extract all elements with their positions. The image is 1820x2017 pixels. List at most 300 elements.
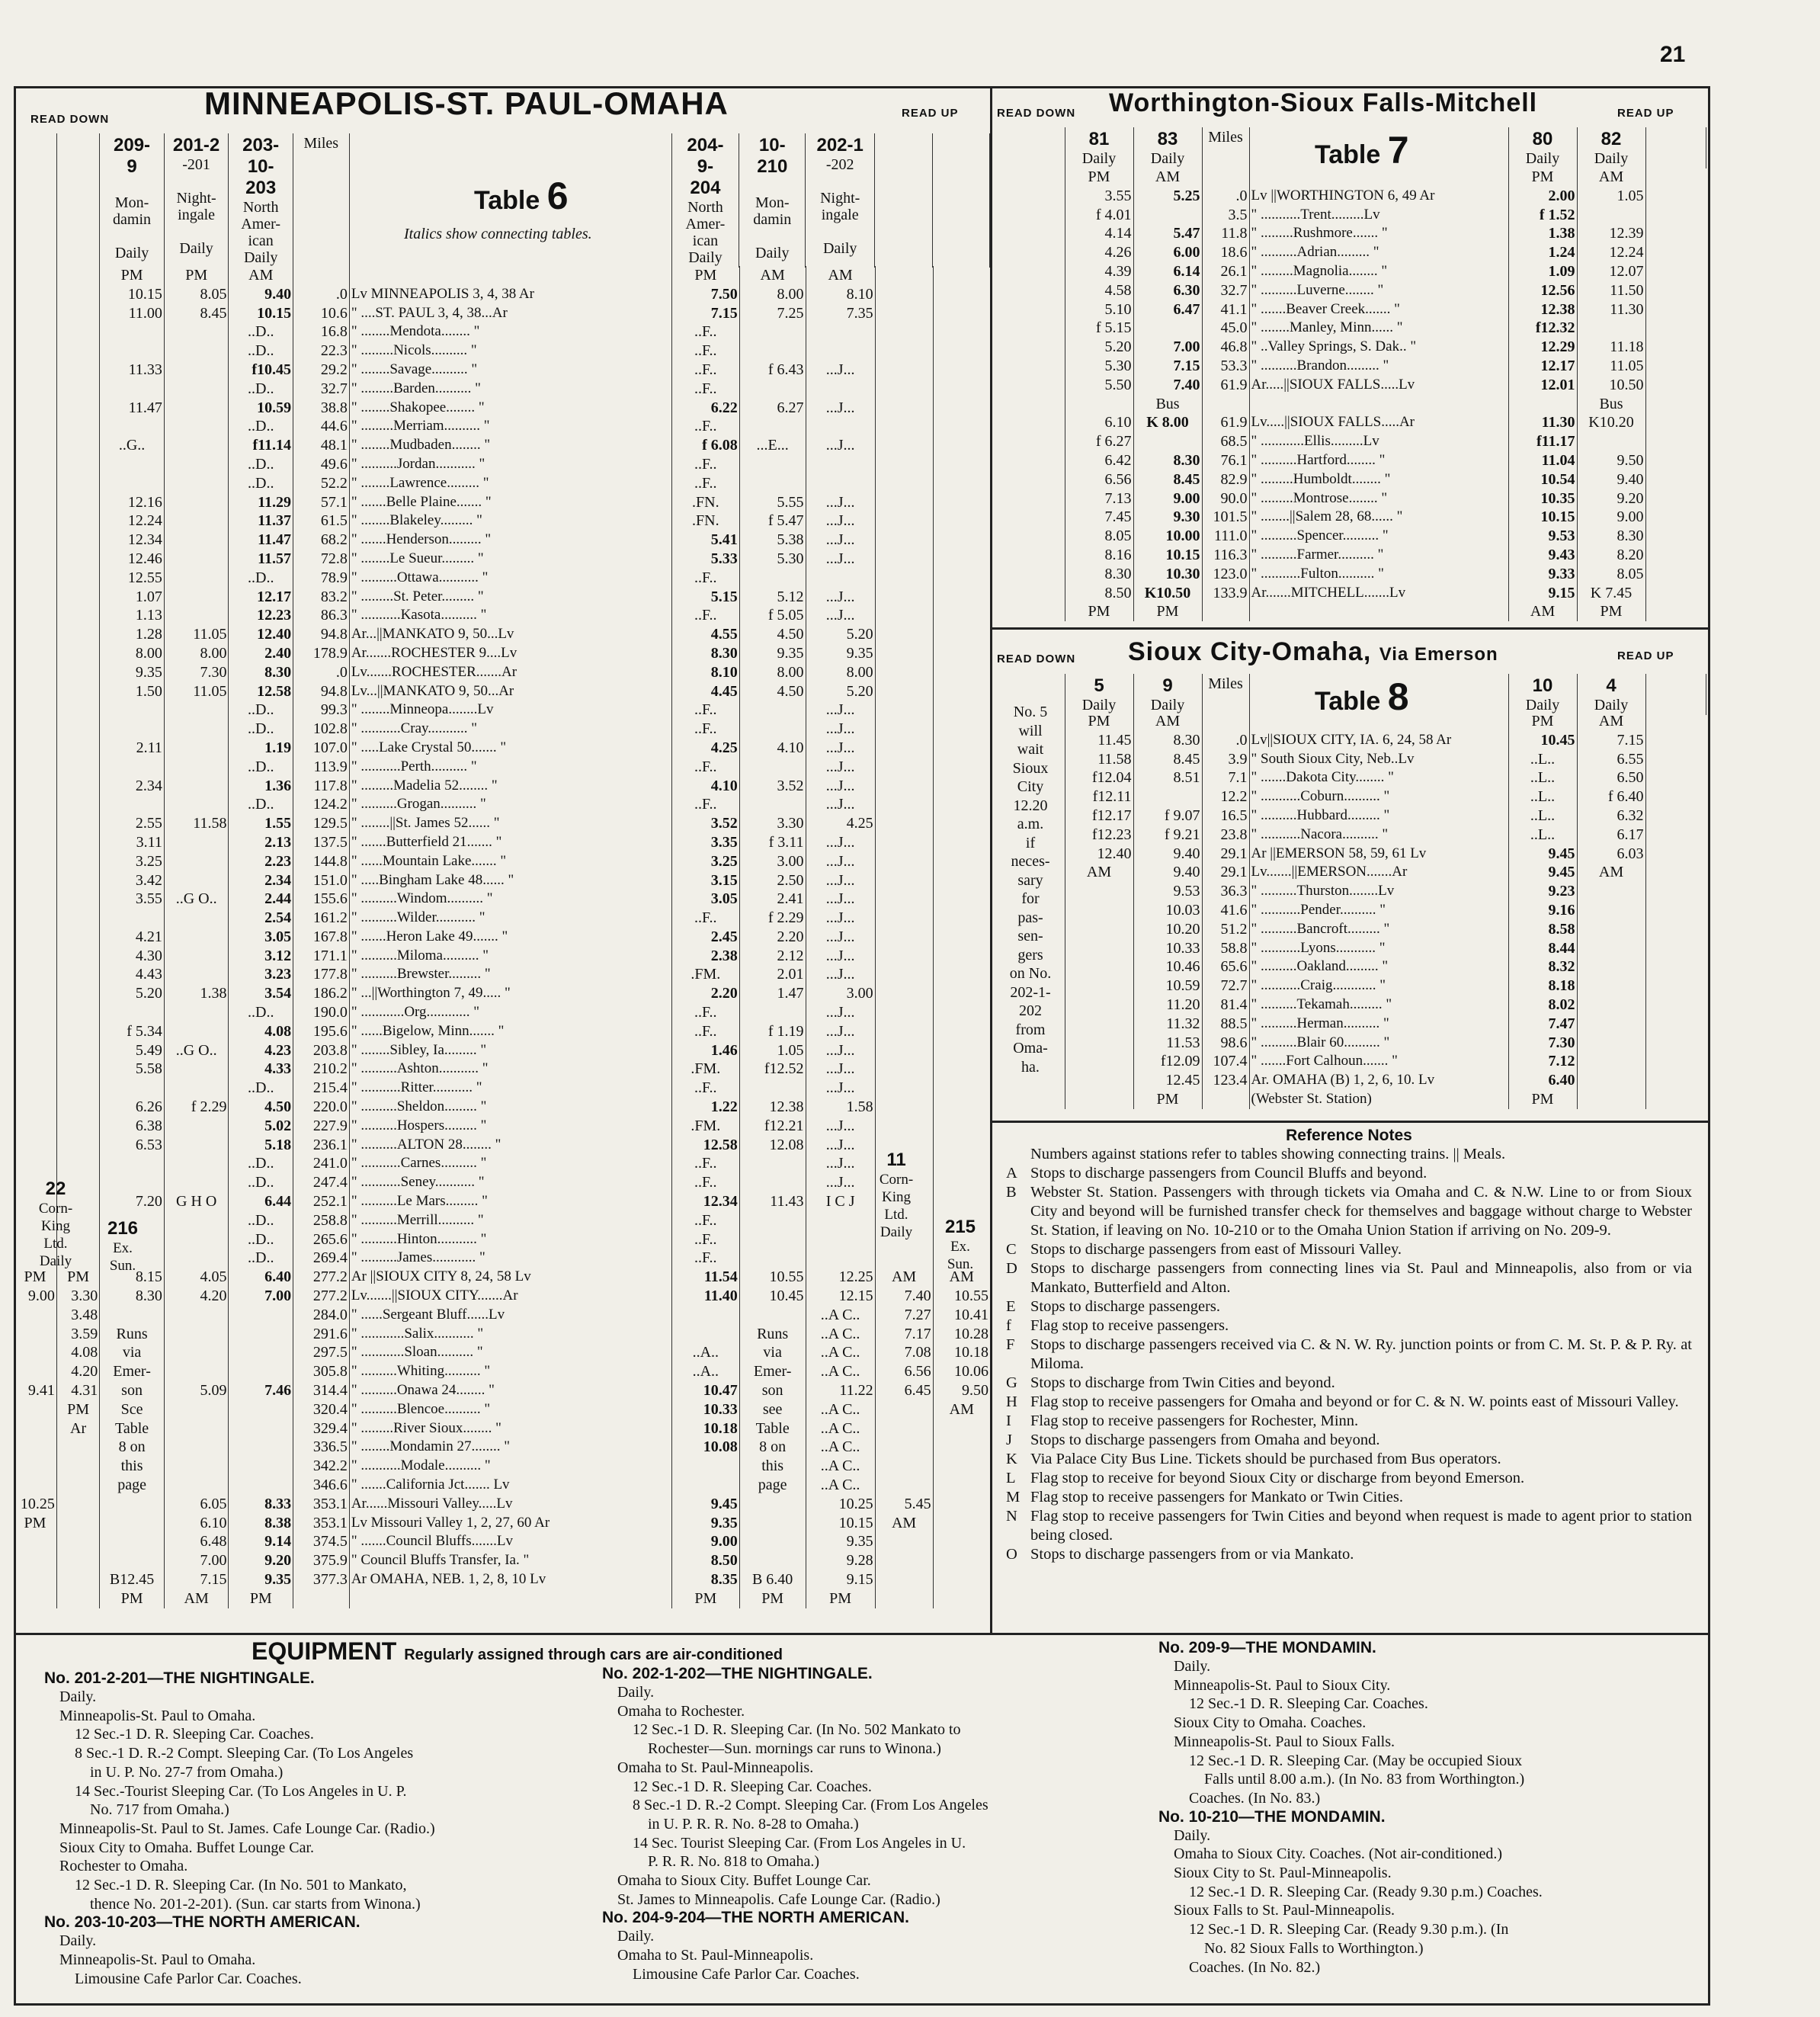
time-cell: ...J... — [806, 871, 875, 890]
time-cell: 10.15 — [100, 285, 165, 304]
time-cell — [671, 1306, 739, 1325]
time-cell: f 2.29 — [164, 1098, 229, 1117]
time-cell — [1577, 976, 1645, 996]
time-cell — [56, 1476, 99, 1495]
time-cell: 8.30 — [1133, 731, 1202, 750]
time-cell — [56, 739, 99, 758]
time-cell: 72.8 — [293, 550, 350, 569]
time-cell: ..F.. — [671, 361, 739, 380]
time-cell: 6.56 — [875, 1362, 933, 1381]
time-cell — [933, 1438, 990, 1457]
t6-header-cell: Miles — [293, 133, 349, 268]
table-row — [14, 814, 990, 833]
time-cell: 68.2 — [293, 531, 350, 550]
time-cell: 8 on — [739, 1438, 806, 1457]
time-cell — [875, 1117, 933, 1136]
reference-list — [1006, 1164, 1692, 1564]
time-cell: 11.00 — [100, 304, 165, 323]
time-cell: 7.47 — [1508, 1015, 1577, 1034]
time-cell — [933, 1022, 990, 1041]
time-cell: 8.16 — [1065, 546, 1133, 565]
time-cell: 10.03 — [1133, 901, 1202, 920]
time-cell — [56, 663, 99, 682]
time-cell — [14, 606, 56, 625]
time-cell — [56, 947, 99, 966]
time-cell — [56, 436, 99, 455]
time-cell — [164, 1343, 229, 1362]
time-cell — [739, 795, 806, 814]
time-cell — [875, 266, 933, 285]
time-cell: 3.00 — [739, 852, 806, 871]
time-cell: .FN. — [671, 493, 739, 512]
table-row — [992, 395, 1706, 414]
table-row — [992, 546, 1706, 565]
t215-label — [933, 1217, 988, 1273]
station-cell: Ar......Missouri Valley.....Lv — [349, 1495, 671, 1514]
time-cell: PM — [1508, 712, 1577, 731]
station-cell: " .......California Jct....... Lv — [349, 1476, 671, 1495]
time-cell: page — [739, 1476, 806, 1495]
time-cell: ..D.. — [229, 342, 293, 361]
time-cell: B 6.40 — [739, 1570, 806, 1589]
station-cell: " ...........Seney........... " — [349, 1173, 671, 1192]
time-cell: ..F.. — [671, 795, 739, 814]
time-cell — [14, 322, 56, 342]
time-cell: ...J... — [806, 588, 875, 607]
table-row — [992, 806, 1706, 826]
time-cell — [992, 584, 1065, 603]
reference-key: D — [1006, 1260, 1017, 1277]
table-row — [14, 871, 990, 890]
equipment-line: Omaha to St. Paul-Minneapolis. — [617, 1947, 814, 1964]
equipment-col-2 — [602, 1665, 1158, 1984]
time-cell — [14, 1022, 56, 1041]
time-cell — [56, 890, 99, 909]
time-cell: 6.48 — [164, 1532, 229, 1551]
time-cell — [933, 1117, 990, 1136]
time-cell: 4.14 — [1065, 224, 1133, 243]
equipment-line: in U. P. R. R. No. 8-28 to Omaha.) — [648, 1815, 859, 1833]
time-cell: 2.34 — [100, 777, 165, 796]
time-cell — [56, 1514, 99, 1533]
station-cell: " ........Minneopa........Lv — [349, 701, 671, 720]
time-cell: f 6.27 — [1065, 432, 1133, 451]
equipment-train-title: No. 10-210—THE MONDAMIN. — [1158, 1807, 1386, 1826]
time-cell: PM — [1133, 1090, 1202, 1109]
station-cell: " .........Magnolia........ " — [1249, 262, 1508, 281]
table-row — [992, 1090, 1706, 1109]
time-cell — [1065, 1015, 1133, 1034]
table-row — [14, 531, 990, 550]
time-cell: f12.04 — [1065, 768, 1133, 787]
equipment-line: P. R. R. No. 818 to Omaha.) — [648, 1853, 819, 1871]
time-cell — [1577, 432, 1645, 451]
time-cell: 57.1 — [293, 493, 350, 512]
time-cell — [56, 871, 99, 890]
time-cell — [739, 1551, 806, 1570]
time-cell: ..D.. — [229, 1079, 293, 1098]
time-cell: 1.28 — [100, 625, 165, 644]
time-cell — [1645, 976, 1706, 996]
time-cell: 1.05 — [1577, 187, 1645, 206]
time-cell: 375.9 — [293, 1551, 350, 1570]
time-cell: .FM. — [671, 965, 739, 984]
time-cell: 18.6 — [1202, 243, 1249, 262]
time-cell: 329.4 — [293, 1419, 350, 1438]
time-cell: ..F.. — [671, 342, 739, 361]
station-cell: " ...........Lyons........... " — [1249, 939, 1508, 958]
reference-key: C — [1006, 1241, 1017, 1258]
t6-title: MINNEAPOLIS-ST. PAUL-OMAHA — [204, 85, 729, 121]
time-cell — [992, 187, 1065, 206]
station-cell: Lv ||WORTHINGTON 6, 49 Ar — [1249, 187, 1508, 206]
time-cell: Runs — [100, 1325, 165, 1344]
t6-header-cell: 10- 210 Mon- damin Daily — [739, 133, 806, 268]
time-cell — [164, 1457, 229, 1476]
time-cell — [933, 890, 990, 909]
time-cell: 4.50 — [739, 625, 806, 644]
time-cell — [14, 417, 56, 436]
time-cell: PM — [1065, 712, 1133, 731]
equipment-line: 14 Sec. Tourist Sleeping Car. (From Los Angeles in U. — [633, 1834, 966, 1852]
time-cell: this — [739, 1457, 806, 1476]
time-cell: 12.24 — [1577, 243, 1645, 262]
equipment-line: Coaches. (In No. 83.) — [1189, 1789, 1321, 1807]
time-cell: 6.42 — [1065, 451, 1133, 470]
time-cell: 11.54 — [671, 1268, 739, 1287]
time-cell: 12.56 — [1508, 281, 1577, 300]
reference-note — [1006, 1412, 1692, 1431]
reference-text: Stops to discharge from Twin Cities and beyond. — [1030, 1374, 1335, 1391]
t7-header-cell — [992, 127, 1065, 168]
time-cell — [100, 720, 165, 739]
time-cell: ...J... — [806, 965, 875, 984]
equipment-line: Falls until 8.00 a.m.). (In No. 83 from Worthington.) — [1204, 1771, 1525, 1788]
time-cell — [14, 1136, 56, 1155]
time-cell — [806, 417, 875, 436]
time-cell: 9.40 — [229, 285, 293, 304]
time-cell: Table — [739, 1419, 806, 1438]
time-cell: 167.8 — [293, 928, 350, 947]
time-cell — [164, 1306, 229, 1325]
table-row — [992, 508, 1706, 527]
time-cell — [56, 1003, 99, 1022]
time-cell — [875, 550, 933, 569]
station-cell: " ...........Craig............ " — [1249, 976, 1508, 996]
time-cell: ..F.. — [671, 720, 739, 739]
time-cell — [14, 550, 56, 569]
equipment-line: Sioux City to Omaha. Coaches. — [1174, 1714, 1367, 1732]
time-cell — [14, 1589, 56, 1608]
time-cell — [1645, 920, 1706, 939]
time-cell: 4.45 — [671, 682, 739, 701]
time-cell: 265.6 — [293, 1230, 350, 1249]
time-cell: 11.8 — [1202, 224, 1249, 243]
time-cell — [14, 342, 56, 361]
time-cell — [933, 304, 990, 323]
time-cell: ...J... — [806, 758, 875, 777]
time-cell — [164, 1325, 229, 1344]
time-cell — [875, 984, 933, 1003]
time-cell — [933, 399, 990, 418]
time-cell — [1577, 1015, 1645, 1034]
time-cell: 1.47 — [739, 984, 806, 1003]
reference-key: G — [1006, 1374, 1017, 1391]
time-cell — [739, 1230, 806, 1249]
reference-key: B — [1006, 1184, 1017, 1201]
t7-header-cell: 83 Daily — [1133, 127, 1202, 168]
equipment-line: 12 Sec.-1 D. R. Sleeping Car. Coaches. — [75, 1726, 314, 1743]
table-row — [992, 224, 1706, 243]
time-cell: 5.02 — [229, 1117, 293, 1136]
station-cell: " ...........Kasota.......... " — [349, 606, 671, 625]
time-cell — [739, 758, 806, 777]
time-cell: f 5.47 — [739, 511, 806, 531]
time-cell: AM — [229, 266, 293, 285]
time-cell: f12.21 — [739, 1117, 806, 1136]
station-cell: " ..........Grogan.......... " — [349, 795, 671, 814]
time-cell: f 6.40 — [1577, 787, 1645, 806]
time-cell: 9.00 — [14, 1287, 56, 1306]
time-cell — [56, 1457, 99, 1476]
time-cell — [1065, 1090, 1133, 1109]
time-cell: 12.01 — [1508, 376, 1577, 395]
time-cell: 1.19 — [229, 739, 293, 758]
time-cell — [164, 550, 229, 569]
time-cell — [875, 1400, 933, 1419]
time-cell — [1645, 901, 1706, 920]
time-cell: 12.46 — [100, 550, 165, 569]
equipment-col-3 — [1158, 1639, 1707, 1977]
time-cell: 3.12 — [229, 947, 293, 966]
reference-text: Stops to discharge passengers from Council Bluffs and beyond. — [1030, 1165, 1427, 1182]
time-cell — [933, 1098, 990, 1117]
time-cell: 2.11 — [100, 739, 165, 758]
time-cell: AM — [1133, 168, 1202, 187]
time-cell: 4.23 — [229, 1041, 293, 1060]
time-cell: AM — [875, 1268, 933, 1287]
time-cell — [14, 1098, 56, 1117]
time-cell — [56, 588, 99, 607]
time-cell: f11.14 — [229, 436, 293, 455]
time-cell: ...J... — [806, 1136, 875, 1155]
t8-title — [1128, 637, 1498, 667]
time-cell: 10.25 — [806, 1495, 875, 1514]
time-cell: 4.08 — [229, 1022, 293, 1041]
time-cell — [14, 285, 56, 304]
time-cell: 1.38 — [164, 984, 229, 1003]
time-cell — [14, 399, 56, 418]
time-cell — [100, 380, 165, 399]
time-cell: 8.45 — [1133, 750, 1202, 769]
time-cell: 129.5 — [293, 814, 350, 833]
time-cell — [1645, 712, 1706, 731]
time-cell: 5.12 — [739, 588, 806, 607]
time-cell: 9.35 — [806, 1532, 875, 1551]
time-cell — [1065, 939, 1133, 958]
time-cell: PM — [671, 266, 739, 285]
time-cell: 65.6 — [1202, 957, 1249, 976]
time-cell — [739, 1514, 806, 1533]
reference-text: Flag stop to receive passengers. — [1030, 1317, 1229, 1334]
time-cell: 10.25 — [14, 1495, 56, 1514]
time-cell — [164, 795, 229, 814]
time-cell — [164, 928, 229, 947]
time-cell: 4.25 — [806, 814, 875, 833]
t8-header-cell: 5 Daily — [1065, 674, 1133, 715]
reference-intro: Numbers against stations refer to tables showing connecting trains. || Meals. — [1030, 1146, 1506, 1162]
time-cell: ..A C.. — [806, 1343, 875, 1362]
t11-name: Corn- King Ltd. Daily — [879, 1172, 914, 1240]
table-row — [14, 644, 990, 663]
equipment-train-title: No. 209-9—THE MONDAMIN. — [1158, 1639, 1376, 1656]
time-cell — [933, 682, 990, 701]
time-cell: 53.3 — [1202, 357, 1249, 376]
time-cell: PM — [1577, 602, 1645, 621]
t22-number: 22 — [45, 1178, 66, 1199]
station-cell: " ...........Perth.......... " — [349, 758, 671, 777]
equipment-line: Omaha to Sioux City. Coaches. (Not air-conditioned.) — [1174, 1845, 1502, 1863]
time-cell: AM — [1577, 863, 1645, 882]
table-row — [14, 1532, 990, 1551]
time-cell — [739, 1154, 806, 1173]
time-cell: 7.1 — [1202, 768, 1249, 787]
time-cell: 41.6 — [1202, 901, 1249, 920]
time-cell: ..D.. — [229, 758, 293, 777]
time-cell: 9.14 — [229, 1532, 293, 1551]
time-cell: 9.35 — [229, 1570, 293, 1589]
time-cell — [739, 1306, 806, 1325]
time-cell — [1645, 750, 1706, 769]
time-cell — [1645, 395, 1706, 414]
time-cell — [875, 1419, 933, 1438]
time-cell — [875, 1570, 933, 1589]
time-cell: 5.38 — [739, 531, 806, 550]
table-row — [14, 663, 990, 682]
time-cell: f12.11 — [1065, 787, 1133, 806]
time-cell: 11.40 — [671, 1287, 739, 1306]
time-cell: 2.55 — [100, 814, 165, 833]
time-cell — [806, 322, 875, 342]
time-cell — [14, 909, 56, 928]
time-cell: 94.8 — [293, 625, 350, 644]
time-cell — [1645, 1034, 1706, 1053]
time-cell — [1645, 451, 1706, 470]
station-cell: " ..........Farmer.......... " — [1249, 546, 1508, 565]
station-cell: " Council Bluffs Transfer, Ia. " — [349, 1551, 671, 1570]
equipment-line: Minneapolis-St. Paul to Sioux City. — [1174, 1676, 1391, 1694]
time-cell — [933, 531, 990, 550]
time-cell: AM — [1508, 602, 1577, 621]
time-cell: ..F.. — [671, 1211, 739, 1230]
t8-schedule — [992, 712, 1706, 1109]
station-cell: " South Sioux City, Neb..Lv — [1249, 750, 1508, 769]
time-cell: 44.6 — [293, 417, 350, 436]
reference-note — [1006, 1336, 1692, 1374]
time-cell — [1202, 395, 1249, 414]
time-cell: AM — [1577, 712, 1645, 731]
time-cell: 2.01 — [739, 965, 806, 984]
time-cell: 9.35 — [100, 663, 165, 682]
time-cell: 4.55 — [671, 625, 739, 644]
time-cell: 49.6 — [293, 455, 350, 474]
t6-label-number: 6 — [546, 175, 569, 217]
time-cell — [14, 531, 56, 550]
table-row — [14, 1060, 990, 1079]
time-cell — [933, 266, 990, 285]
reference-text: Webster St. Station. Passengers with through tickets via Omaha and C. & N.W. Line to or from Sioux City and beyond will be furnished transfer check for themselves and baggage without charge to Webster St. Station, if leaving on No. 10-210 or to the Omaha Union Station if arriving on No. 209-9. — [1030, 1184, 1692, 1239]
time-cell: 8.30 — [1577, 527, 1645, 546]
time-cell: 12.39 — [1577, 224, 1645, 243]
equipment-line: in U. P. No. 27-7 from Omaha.) — [90, 1763, 284, 1781]
time-cell: f 1.52 — [1508, 206, 1577, 225]
time-cell: 10.28 — [954, 1325, 989, 1342]
time-cell — [164, 1173, 229, 1192]
time-cell — [164, 380, 229, 399]
time-cell — [992, 432, 1065, 451]
equipment-line: Daily. — [59, 1932, 97, 1950]
reference-note — [1006, 1183, 1692, 1240]
time-cell — [1065, 395, 1133, 414]
station-cell: " ..........Herman.......... " — [1249, 1015, 1508, 1034]
time-cell — [806, 1249, 875, 1268]
station-cell: Ar ||SIOUX CITY 8, 24, 58 Lv — [349, 1268, 671, 1287]
table-row — [992, 863, 1706, 882]
time-cell — [14, 588, 56, 607]
time-cell: PM — [1508, 168, 1577, 187]
time-cell: 117.8 — [293, 777, 350, 796]
time-cell: 11.45 — [1065, 731, 1133, 750]
time-cell: AM — [1065, 863, 1133, 882]
time-cell — [933, 361, 990, 380]
time-cell — [933, 644, 990, 663]
time-cell: ...J... — [806, 493, 875, 512]
time-cell: 9.23 — [1508, 882, 1577, 901]
time-cell — [933, 342, 990, 361]
time-cell: 5.09 — [164, 1381, 229, 1400]
time-cell: 123.4 — [1202, 1071, 1249, 1090]
t7-label-number: 7 — [1387, 129, 1409, 172]
time-cell — [14, 1551, 56, 1570]
t7-header-cell: 81 Daily — [1065, 127, 1133, 168]
time-cell: 11.33 — [100, 361, 165, 380]
time-cell — [992, 300, 1065, 319]
time-cell — [739, 380, 806, 399]
time-cell: 2.41 — [739, 890, 806, 909]
time-cell: ...J... — [806, 701, 875, 720]
t8-title-via: Via Emerson — [1379, 644, 1498, 665]
time-cell — [14, 569, 56, 588]
time-cell: ..F.. — [671, 569, 739, 588]
table-row — [992, 243, 1706, 262]
time-cell: 61.9 — [1202, 413, 1249, 432]
equipment-line: Rochester to Omaha. — [59, 1858, 188, 1875]
time-cell: 9.00 — [671, 1532, 739, 1551]
time-cell — [739, 701, 806, 720]
table7-divider — [992, 627, 1708, 630]
time-cell — [875, 1098, 933, 1117]
time-cell — [164, 417, 229, 436]
time-cell: 9.35 — [739, 644, 806, 663]
time-cell: 12.29 — [1508, 338, 1577, 357]
table-row — [992, 527, 1706, 546]
time-cell: ..G O.. — [164, 1041, 229, 1060]
time-cell — [1645, 376, 1706, 395]
station-cell: " ...........Modale.......... " — [349, 1457, 671, 1476]
reference-text: Flag stop to receive passengers for Mankato or Twin Cities. — [1030, 1489, 1403, 1506]
time-cell — [875, 511, 933, 531]
time-cell — [164, 399, 229, 418]
